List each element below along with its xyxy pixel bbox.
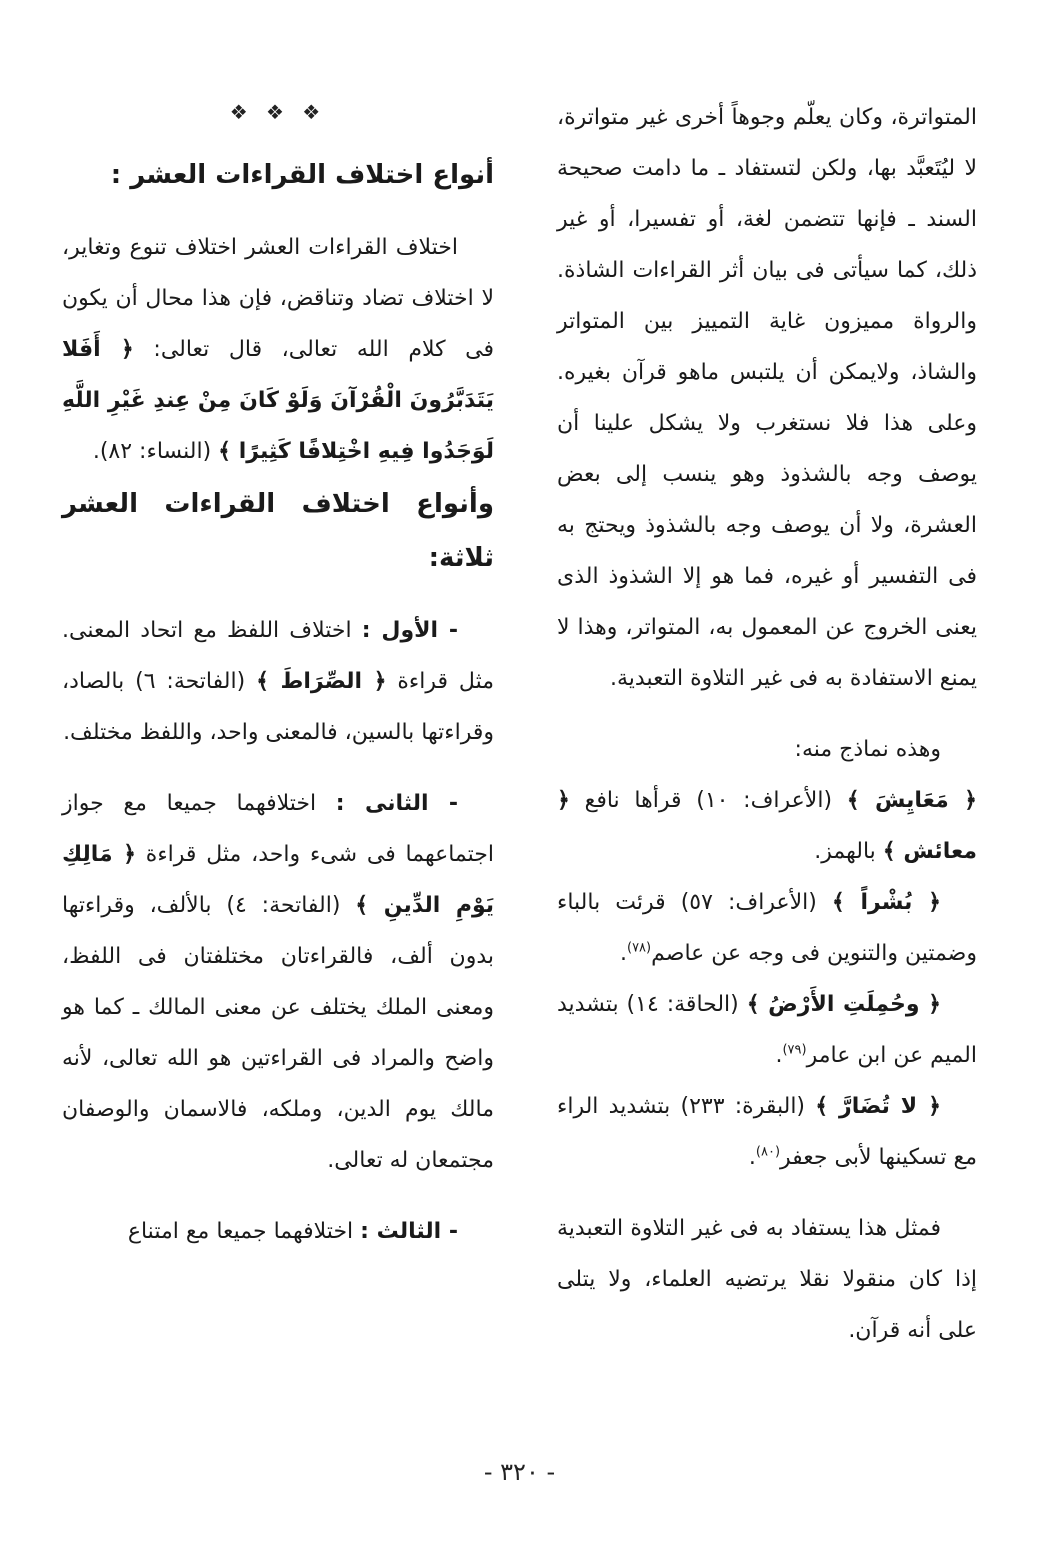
paragraph-conclusion: فمثل هذا يستفاد به فى غير التلاوة التعبدية إذا كان منقولا نقلا يرتضيه العلماء، ولا يتلى على أنه قرآن. bbox=[557, 1216, 977, 1343]
example-text: . bbox=[748, 1145, 756, 1170]
left-column bbox=[62, 92, 494, 1257]
verse-reference: (النساء: ٨٢). bbox=[92, 439, 219, 464]
footnote-ref: (٨٠) bbox=[755, 1144, 781, 1160]
type-text: (الفاتحة: ٤) بالألف، وقراءتها بدون ألف، فالقراءتان مختلفتان فى اللفظ، ومعنى الملك يختلف عن معنى المالك ـ كما هو واضح والمراد فى القراءتين هو الله تعالى، لأنه مالك يوم الدين، وملكه، فالاسمان والوصفان مجتمعان له تعالى. bbox=[62, 893, 494, 1173]
type-label: - الثالث : bbox=[360, 1219, 458, 1244]
quran-word: ﴿ وحُمِلَتِ الأَرْضُ ﴾ bbox=[746, 992, 942, 1017]
right-column bbox=[557, 92, 977, 1356]
example-text: (البقرة: ٢٣٣) بتشديد الراء مع تسكينها لأبى جعفر bbox=[557, 1094, 977, 1170]
quran-word: ﴿ مَعَايِشَ ﴾ bbox=[846, 788, 978, 813]
quran-word: ﴿ الصِّرَاطَ ﴾ bbox=[256, 669, 387, 694]
example-maayish bbox=[557, 775, 977, 877]
example-humilat bbox=[557, 979, 977, 1081]
type-text: (الفاتحة: ٦) بالصاد، وقراءتها بالسين، فالمعنى واحد، واللفظ مختلف. bbox=[62, 669, 494, 745]
type-second bbox=[62, 778, 494, 1186]
section-separator: ❖ ❖ ❖ bbox=[229, 100, 327, 124]
footnote-ref: (٧٩) bbox=[782, 1042, 807, 1058]
quran-word: ﴿ مَالِكِ يَوْمِ الدِّينِ ﴾ bbox=[62, 842, 494, 918]
type-first bbox=[62, 605, 494, 758]
example-text: (الأعراف: ١٠) قرأها نافع bbox=[569, 788, 847, 813]
page-number: - ٣٢٠ - bbox=[483, 1458, 556, 1486]
type-label: - الأول : bbox=[361, 618, 458, 643]
example-text: . bbox=[775, 1043, 783, 1068]
paragraph-text: اختلاف القراءات العشر اختلاف تنوع وتغاير، لا اختلاف تضاد وتناقض، فإن هذا محال أن يكون فى كلام الله تعالى، قال تعالى: bbox=[62, 235, 495, 362]
example-text: بالهمز. bbox=[814, 839, 883, 864]
footnote-ref: (٧٨) bbox=[627, 940, 652, 956]
example-text: . bbox=[620, 941, 627, 966]
paragraph-types-intro bbox=[62, 222, 494, 477]
section-heading: أنواع اختلاف القراءات العشر : bbox=[110, 160, 494, 190]
quran-verse: ﴿ أَفَلا يَتَدَبَّرُونَ الْقُرْآنَ وَلَوْ كَانَ مِنْ عِندِ غَيْرِ اللَّهِ لَوَجَدُوا فِيهِ اخْتِلافًا كَثِيرًا ﴾ bbox=[62, 337, 494, 464]
quran-word: ﴿ لا تُضَارَّ ﴾ bbox=[815, 1094, 941, 1119]
type-text: اختلافهما جميعا مع جواز اجتماعهما فى شىء واحد، مثل قراءة bbox=[62, 791, 494, 867]
examples-intro: وهذه نماذج منه: bbox=[794, 737, 941, 762]
type-label: - الثانى : bbox=[335, 791, 459, 816]
example-text: (الحاقة: ١٤) بتشديد الميم عن ابن عامر bbox=[557, 992, 977, 1068]
quran-word: ﴿ بُشْراً ﴾ bbox=[831, 890, 941, 915]
paragraph-transmission: المتواترة، وكان يعلّم وجوهاً أخرى غير متواترة، لا ليُتَعبَّد بها، ولكن لتستفاد ـ ما دامت صحيحة السند ـ فإنها تتضمن لغة، أو تفسيرا، أو غير ذلك، كما سيأتى فى بيان أثر القراءات الشاذة. والرواة مميزون غاية التمييز بين المتواتر والشاذ، ولايمكن أن يلتبس ماهو قرآن بغيره. وعلى هذا فلا نستغرب ولا يشكل علينا أن يوصف وجه بالشذوذ وهو ينسب إلى بعض العشرة، ولا أن يوصف وجه بالشذوذ ويحتج به فى التفسير أو غيره، فما هو إلا الشذوذ الذى يعنى الخروج عن المعمول به، المتواتر، وهذا لا يمنع الاستفادة به فى غير التلاوة التعبدية. bbox=[557, 105, 977, 691]
type-third bbox=[62, 1206, 494, 1257]
example-text: (الأعراف: ٥٧) قرئت بالباء وضمتين والتنوين فى وجه عن عاصم bbox=[557, 890, 977, 966]
quran-word: ﴿ معائش ﴾ bbox=[557, 788, 977, 864]
example-tudarr bbox=[557, 1081, 977, 1183]
example-bushra bbox=[557, 877, 977, 979]
type-text: اختلاف اللفظ مع اتحاد المعنى. مثل قراءة bbox=[62, 618, 495, 694]
type-text: اختلافهما جميعا مع امتناع bbox=[127, 1219, 361, 1244]
subsection-heading: وأنواع اختلاف القراءات العشر ثلاثة: bbox=[62, 489, 494, 573]
